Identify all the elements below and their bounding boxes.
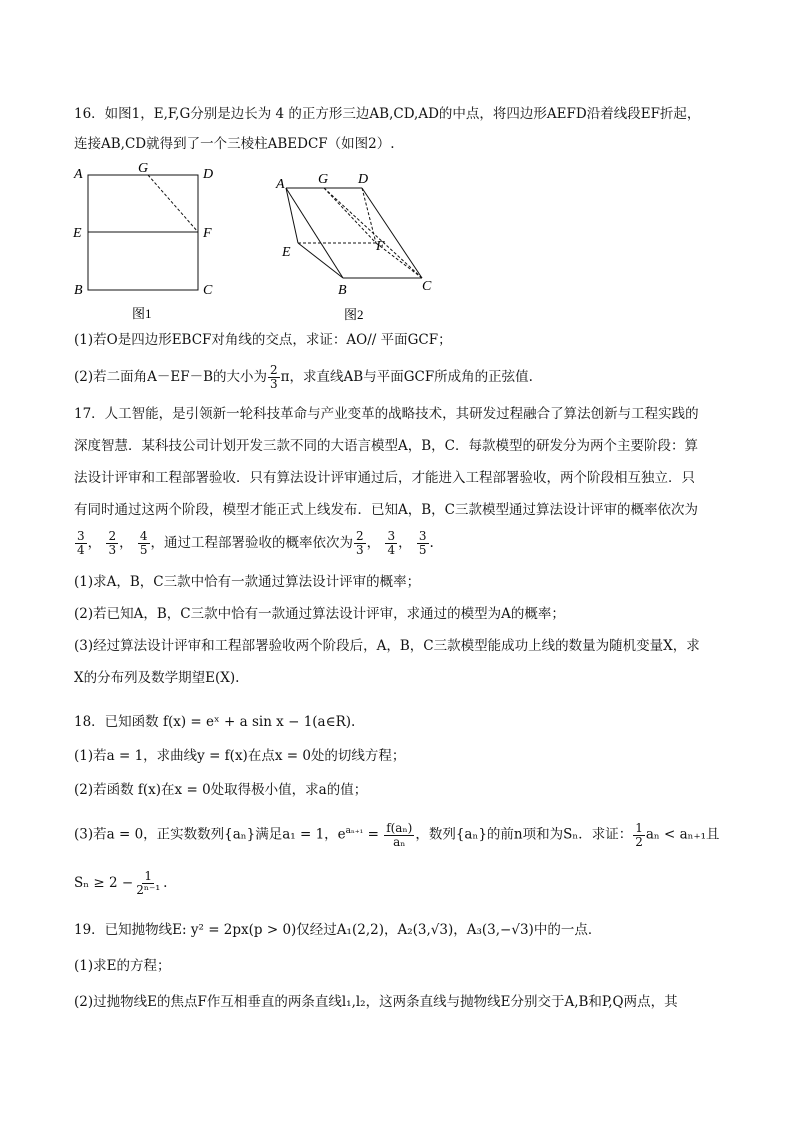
q18-p3-eq: = <box>363 826 384 843</box>
fig2-label-C: C <box>422 279 432 294</box>
q17-prob-a-2: $\frac{2}{3}$ <box>108 529 117 557</box>
fig1-label-F: F <box>203 226 212 241</box>
fig2-edge-EB <box>298 243 343 278</box>
q16-part-2-a: (2)若二面角A－EF－B的大小为 <box>74 369 268 385</box>
q18-p3-b: ，数列{aₙ}的前n项和为Sₙ．求证： <box>415 826 633 843</box>
q18-p3-a: (3)若a = 0，正实数数列{aₙ}满足a₁ = 1，e <box>74 826 346 843</box>
fig2-edge-AB <box>286 188 343 278</box>
fig1-label-C: C <box>203 283 213 298</box>
q17-part-3-line-2: X的分布列及数学期望E(X). <box>74 670 240 686</box>
fig2-label-A: A <box>276 177 285 192</box>
q18-p3-d-end: . <box>163 875 168 891</box>
fig2-edge-GF-dashed <box>324 188 376 243</box>
q17-part-3-line-1: (3)经过算法设计评审和工程部署验收两个阶段后，A，B，C三款模型能成功上线的数量为随机变量X，求 <box>74 638 700 654</box>
fig2-edge-GC-dashed <box>324 188 422 278</box>
fig2-label-F: F <box>376 239 385 254</box>
q17-prob-b-2: $\frac{3}{4}$ <box>387 529 396 557</box>
q18-p3-c: aₙ < aₙ₊₁且 <box>645 826 720 843</box>
fig1-label-D: D <box>203 167 214 182</box>
q19-text-line-1: 19．已知抛物线E: y² = 2px(p > 0)仅经过A₁(2,2)，A₂(3,√3)，A₃(3,−√3)中的一点． <box>74 922 602 938</box>
fig2-label-B: B <box>338 283 347 298</box>
q18-p3-d-fraction: $\frac{1}{\text{2ⁿ⁻¹}}$ <box>136 869 161 897</box>
q17-text-line-4: 有同时通过这两个阶段，模型才能正式上线发布．已知A，B，C三款模型通过算法设计评审的概率依次为 <box>74 502 698 518</box>
fig2-edge-AE <box>286 188 298 243</box>
fig2-caption: 图2 <box>344 307 364 322</box>
q16-part-1: (1)若O是四边形EBCF对角线的交点，求证：AO// 平面GCF； <box>74 332 452 348</box>
fig1-label-A: A <box>74 167 83 182</box>
q17-text-line-3: 法设计评审和工程部署验收．只有算法设计评审通过后，才能进入工程部署验收，两个阶段相互独立．只 <box>74 470 695 486</box>
fig1-label-E: E <box>73 226 82 241</box>
q18-part-1: (1)若a = 1，求曲线y = f(x)在点x = 0处的切线方程； <box>74 748 406 764</box>
q16-frac-num: 2 <box>270 363 278 377</box>
q17-mid-text: ，通过工程部署验收的概率依次为 <box>150 535 354 551</box>
q17-text-line-1: 17．人工智能，是引领新一轮科技革命与产业变革的战略技术，其研发过程融合了算法创新与工程实践的 <box>74 406 699 422</box>
q17-prob-a-3: $\frac{4}{5}$ <box>139 529 148 557</box>
q17-prob-b-3: $\frac{3}{5}$ <box>418 529 427 557</box>
fig2-edge-DF-dashed <box>362 188 376 243</box>
q18-part-3-line-2 <box>74 866 167 900</box>
q18-p3-sup: aₙ₊₁ <box>345 826 364 836</box>
q19-part-2: (2)过抛物线E的焦点F作互相垂直的两条直线l₁,l₂，这两条直线与抛物线E分别交于A,B和P,Q两点，其 <box>74 994 678 1010</box>
q16-text-line-1: 16．如图1，E,F,G分别是边长为 4 的正方形三边AB,CD,AD的中点，将四边形AEFD沿着线段EF折起， <box>74 106 701 122</box>
q16-part-2 <box>74 364 533 391</box>
q18-text-line-1: 18．已知函数 f(x) = eˣ + a sin x − 1(a∈R). <box>74 714 356 730</box>
fig2-label-E: E <box>282 245 291 260</box>
q18-p3-fraction: $\frac{\text{f(aₙ)}}{\text{aₙ}}$ <box>386 820 413 849</box>
q17-text-line-2: 深度智慧．某科技公司计划开发三款不同的大语言模型A，B，C．每款模型的研发分为两个主要阶段：算 <box>74 438 698 454</box>
q16-text-line-2: 连接AB,CD就得到了一个三棱柱ABEDCF（如图2）. <box>74 136 395 152</box>
q18-p3-half: $\frac{1}{2}$ <box>635 820 643 849</box>
q18-p3-d-a: Sₙ ≥ 2 − <box>74 875 134 891</box>
fig1-label-G: G <box>138 161 149 176</box>
q17-part-1: (1)求A，B，C三款中恰有一款通过算法设计评审的概率； <box>74 574 421 590</box>
q19-part-1: (1)求E的方程； <box>74 958 171 974</box>
q16-frac-den: 3 <box>270 377 278 391</box>
q17-prob-b-1: $\frac{2}{3}$ <box>356 529 364 557</box>
fig2-label-D: D <box>358 172 369 187</box>
figure-1 <box>70 160 230 325</box>
fig1-segment-GF-dashed <box>148 175 198 232</box>
q17-part-2: (2)若已知A，B，C三款中恰有一款通过算法设计评审，求通过的模型为A的概率； <box>74 606 565 622</box>
q18-part-2: (2)若函数 f(x)在x = 0处取得极小值，求a的值； <box>74 782 368 798</box>
fig1-label-B: B <box>74 283 83 298</box>
fig1-caption: 图1 <box>132 306 152 321</box>
figure-2 <box>270 170 445 325</box>
q16-pi: π <box>280 369 290 385</box>
q17-prob-a-1: $\frac{3}{4}$ <box>77 529 85 557</box>
q16-angle-fraction <box>268 364 280 391</box>
fig2-edge-DC <box>362 188 422 278</box>
q16-part-2-b: ，求直线AB与平面GCF所成角的正弦值. <box>289 369 533 385</box>
q18-part-3-line-1 <box>74 814 720 852</box>
fig2-label-G: G <box>318 172 329 187</box>
q17-probabilities-line: $\frac{3}{4}$ ， $\frac{2}{3}$ ， $\frac{4}{5}$ ，通过工程部署验收的概率依次为 $\frac{2}{3}$ ， $\frac{3}{4}$ ， $\frac{3}{5}$ . <box>77 529 434 557</box>
